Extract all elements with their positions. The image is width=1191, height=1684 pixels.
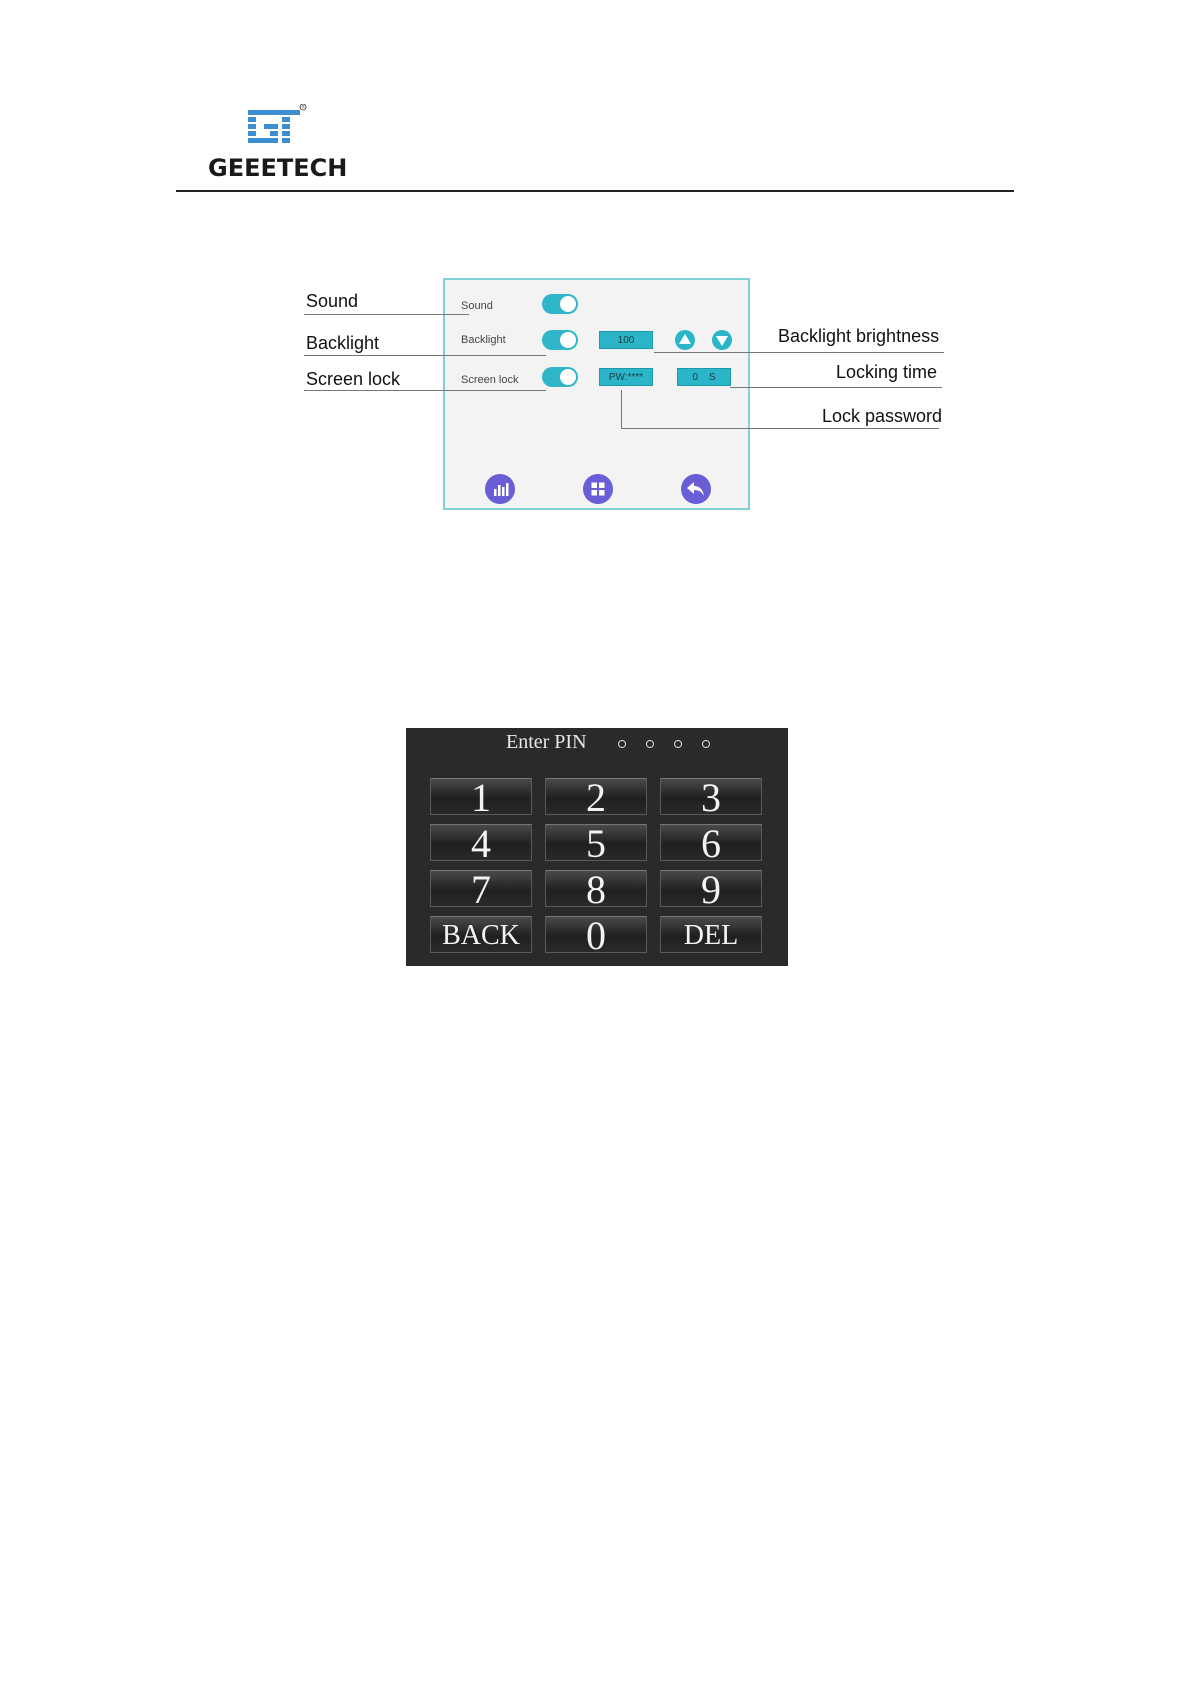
lock-password-value[interactable]: PW:**** <box>599 368 653 386</box>
callout-lock-password-vline <box>621 390 622 429</box>
pin-slot-2 <box>646 740 654 748</box>
settings-panel <box>443 278 750 510</box>
locking-time-unit: S <box>709 372 716 383</box>
settings-diagram <box>0 0 1191 560</box>
callout-screen-lock-line <box>304 390 546 391</box>
backlight-toggle[interactable] <box>542 330 578 350</box>
locking-time-value: 0 <box>692 372 698 383</box>
pin-slot-3 <box>674 740 682 748</box>
callout-locking-time: Locking time <box>836 362 938 382</box>
key-8[interactable]: 8 <box>545 870 647 907</box>
delete-button[interactable]: DEL <box>660 916 762 953</box>
callout-lock-password: Lock password <box>822 406 943 426</box>
sound-row-label: Sound <box>461 300 493 312</box>
callout-screen-lock: Screen lock <box>306 369 401 389</box>
screen-lock-toggle[interactable] <box>542 367 578 387</box>
key-0[interactable]: 0 <box>545 916 647 953</box>
key-5[interactable]: 5 <box>545 824 647 861</box>
sound-toggle[interactable] <box>542 294 578 314</box>
key-2[interactable]: 2 <box>545 778 647 815</box>
bar-chart-icon[interactable] <box>485 474 515 504</box>
pin-slot-4 <box>702 740 710 748</box>
brightness-up-icon[interactable] <box>675 330 695 350</box>
callout-lock-password-line <box>621 428 939 429</box>
registered-mark: ® <box>301 104 305 110</box>
brightness-down-icon[interactable] <box>712 330 732 350</box>
callout-backlight-brightness: Backlight brightness <box>778 326 940 346</box>
callout-locking-time-line <box>730 387 942 388</box>
key-1[interactable]: 1 <box>430 778 532 815</box>
callout-sound: Sound <box>306 291 359 311</box>
pin-keypad <box>406 728 788 966</box>
brand-name: GEEETECH <box>208 154 348 182</box>
key-4[interactable]: 4 <box>430 824 532 861</box>
grid-icon[interactable] <box>583 474 613 504</box>
callout-sound-line <box>304 314 469 315</box>
backlight-row-label: Backlight <box>461 334 506 346</box>
key-9[interactable]: 9 <box>660 870 762 907</box>
callout-backlight: Backlight <box>306 333 380 353</box>
key-6[interactable]: 6 <box>660 824 762 861</box>
back-arrow-icon[interactable] <box>681 474 711 504</box>
callout-backlight-line <box>304 355 546 356</box>
key-7[interactable]: 7 <box>430 870 532 907</box>
brightness-value[interactable]: 100 <box>599 331 653 349</box>
pin-slot-1 <box>618 740 626 748</box>
keypad-title: Enter PIN <box>506 731 587 753</box>
locking-time-box[interactable] <box>677 368 731 386</box>
callout-brightness-line <box>654 352 944 353</box>
screen-lock-row-label: Screen lock <box>461 374 519 386</box>
back-button[interactable]: BACK <box>430 916 532 953</box>
key-3[interactable]: 3 <box>660 778 762 815</box>
